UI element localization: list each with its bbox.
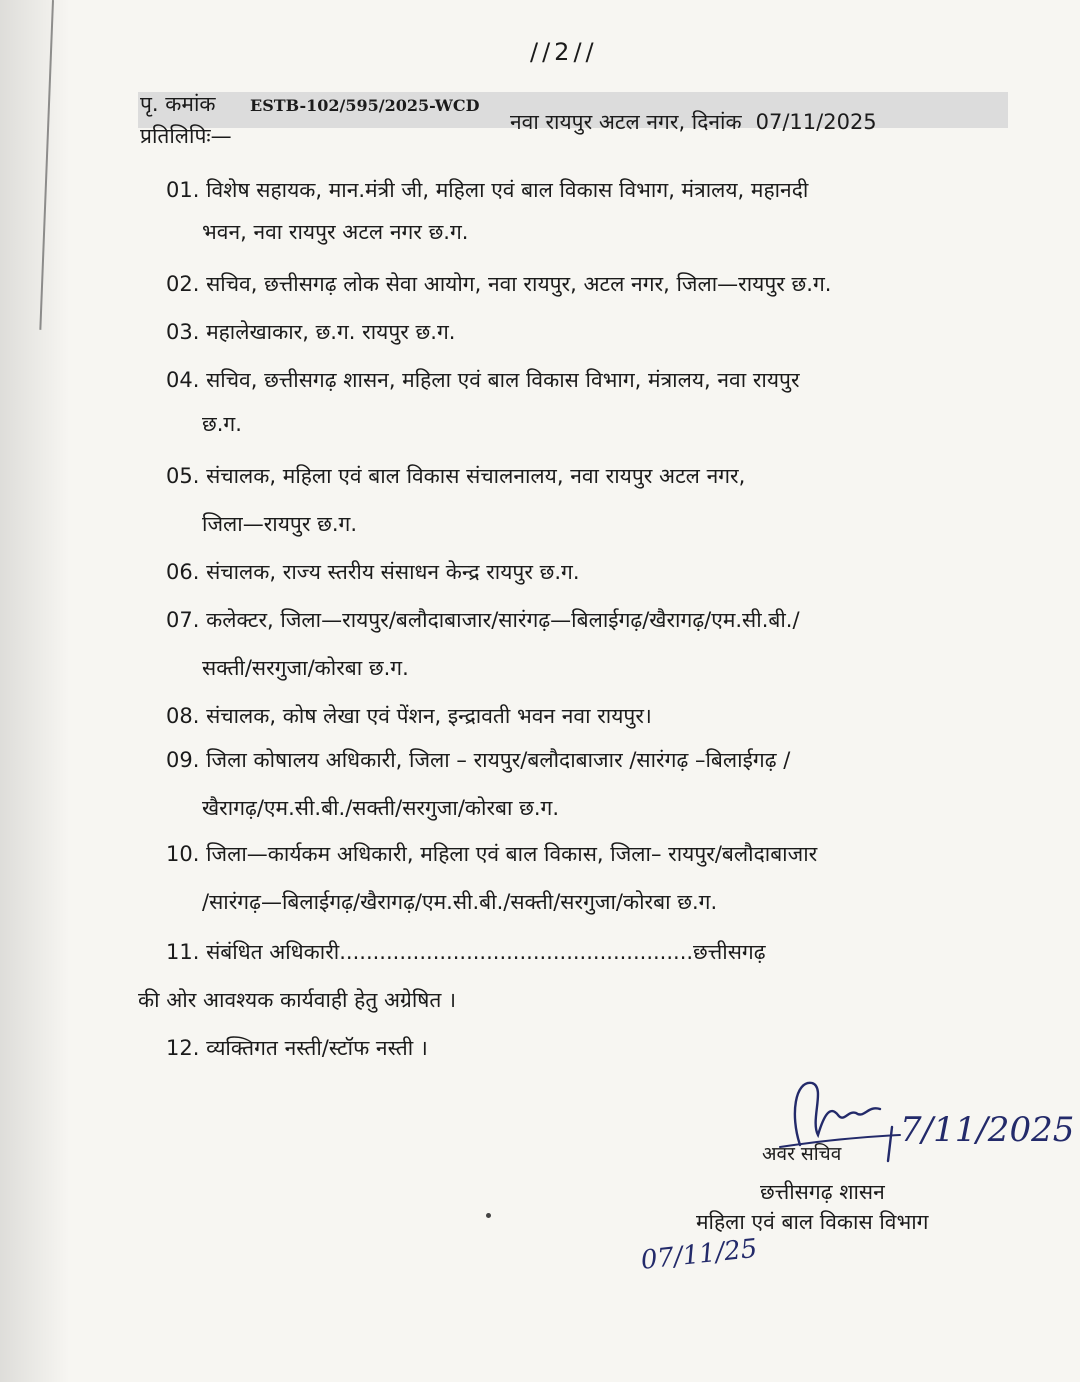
reference-label: पृ. कमांक — [140, 92, 216, 116]
signatory-department: महिला एवं बाल विकास विभाग — [696, 1210, 929, 1234]
list-item: खैरागढ़/एम.सी.बी./सक्ती/सरगुजा/कोरबा छ.ग. — [202, 796, 560, 820]
page-edge-shadow — [0, 0, 70, 1382]
list-item: 05. संचालक, महिला एवं बाल विकास संचालनालय, नवा रायपुर अटल नगर, — [166, 464, 746, 488]
list-item: 08. संचालक, कोष लेखा एवं पेंशन, इन्द्रावती भवन नवा रायपुर। — [166, 704, 652, 728]
handwritten-date: 7/11/2025 — [900, 1110, 1075, 1150]
page-number: //2// — [530, 38, 598, 66]
place-date — [510, 108, 877, 136]
date-text: 07/11/2025 — [755, 110, 877, 134]
list-item: 10. जिला—कार्यकम अधिकारी, महिला एवं बाल विकास, जिला– रायपुर/बलौदाबाजार — [166, 842, 818, 866]
signatory-government: छत्तीसगढ़ शासन — [760, 1180, 885, 1204]
list-item: छ.ग. — [202, 412, 242, 436]
list-item: 06. संचालक, राज्य स्तरीय संसाधन केन्द्र रायपुर छ.ग. — [166, 560, 580, 584]
list-item: जिला—रायपुर छ.ग. — [202, 512, 357, 536]
receipt-note-text: 07/11/25 — [639, 1233, 759, 1276]
copy-to-heading: प्रतिलिपिः— — [140, 124, 232, 148]
list-item: 03. महालेखाकार, छ.ग. रायपुर छ.ग. — [166, 320, 456, 344]
receipt-note — [636, 1218, 776, 1278]
list-item: 07. कलेक्टर, जिला—रायपुर/बलौदाबाजार/सारंगढ़—बिलाईगढ़/खैरागढ़/एम.सी.बी./ — [166, 608, 800, 632]
list-item: /सारंगढ़—बिलाईगढ़/खैरागढ़/एम.सी.बी./सक्ती/सरगुजा/कोरबा छ.ग. — [202, 890, 718, 914]
list-item: भवन, नवा रायपुर अटल नगर छ.ग. — [202, 220, 469, 244]
list-item: 04. सचिव, छत्तीसगढ़ शासन, महिला एवं बाल विकास विभाग, मंत्रालय, नवा रायपुर — [166, 368, 800, 392]
reference-number: ESTB-102/595/2025-WCD — [250, 96, 480, 115]
list-item: 09. जिला कोषालय अधिकारी, जिला – रायपुर/बलौदाबाजार /सारंगढ़ –बिलाईगढ़ / — [166, 748, 791, 772]
list-item: 12. व्यक्तिगत नस्ती/स्टॉफ नस्ती । — [166, 1036, 428, 1060]
place-text: नवा रायपुर अटल नगर, दिनांक — [510, 110, 742, 134]
list-item: सक्ती/सरगुजा/कोरबा छ.ग. — [202, 656, 409, 680]
list-item: 01. विशेष सहायक, मान.मंत्री जी, महिला एवं बाल विकास विभाग, मंत्रालय, महानदी — [166, 178, 809, 202]
signatory-title: अवर सचिव — [762, 1143, 842, 1165]
list-item: 11. संबंधित अधिकारी.....................................................छत्तीसगढ़ — [166, 940, 766, 964]
list-item: 02. सचिव, छत्तीसगढ़ लोक सेवा आयोग, नवा रायपुर, अटल नगर, जिला—रायपुर छ.ग. — [166, 272, 832, 296]
list-item: की ओर आवश्यक कार्यवाही हेतु अग्रेषित । — [138, 988, 457, 1012]
ink-dot — [486, 1213, 491, 1218]
